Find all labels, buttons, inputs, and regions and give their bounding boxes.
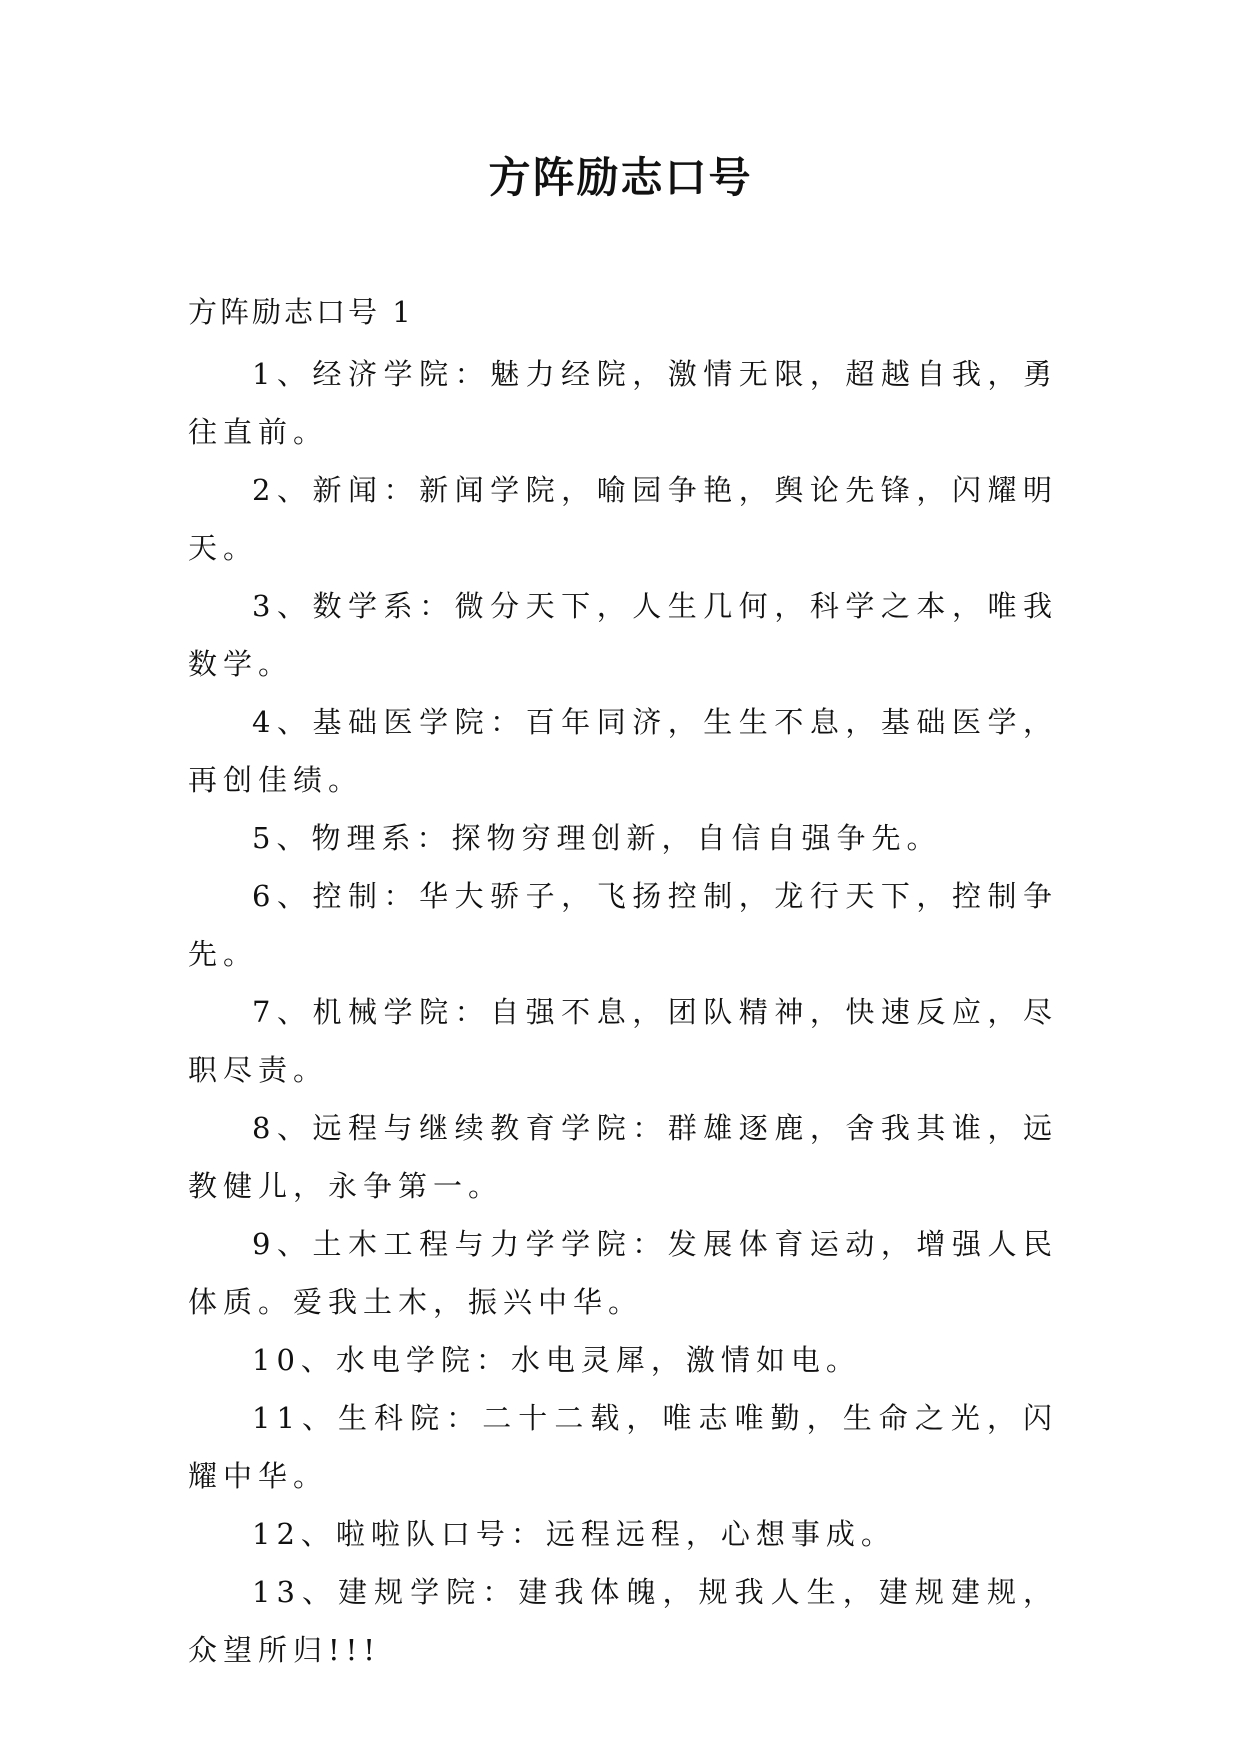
slogan-item-3: 3、数学系：微分天下，人生几何，科学之本，唯我数学。 xyxy=(188,589,1058,681)
slogan-item-2: 2、新闻：新闻学院，喻园争艳，舆论先锋，闪耀明天。 xyxy=(188,473,1058,565)
slogan-item-11: 11、生科院：二十二载，唯志唯勤，生命之光，闪耀中华。 xyxy=(188,1401,1058,1493)
page-title: 方阵励志口号 xyxy=(488,153,753,202)
section-heading: 方阵励志口号 1 xyxy=(188,295,414,329)
slogan-item-1: 1、经济学院：魅力经院，激情无限，超越自我，勇往直前。 xyxy=(188,357,1058,449)
slogan-item-7: 7、机械学院：自强不息，团队精神，快速反应，尽职尽责。 xyxy=(188,995,1058,1087)
slogan-item-4: 4、基础医学院：百年同济，生生不息，基础医学，再创佳绩。 xyxy=(188,705,1058,797)
slogan-item-8: 8、远程与继续教育学院：群雄逐鹿，舍我其谁，远教健儿，永争第一。 xyxy=(188,1111,1058,1203)
slogan-item-10: 10、水电学院：水电灵犀，激情如电。 xyxy=(252,1343,861,1377)
slogan-item-13: 13、建规学院：建我体魄，规我人生，建规建规，众望所归!!! xyxy=(188,1575,1058,1667)
slogan-item-5: 5、物理系：探物穷理创新，自信自强争先。 xyxy=(252,821,942,855)
slogan-item-9: 9、土木工程与力学学院：发展体育运动，增强人民体质。爱我土木，振兴中华。 xyxy=(188,1227,1058,1319)
slogan-item-12: 12、啦啦队口号：远程远程，心想事成。 xyxy=(252,1517,896,1551)
slogan-list xyxy=(188,345,1058,1679)
slogan-item-6: 6、控制：华大骄子，飞扬控制，龙行天下，控制争先。 xyxy=(188,879,1058,971)
